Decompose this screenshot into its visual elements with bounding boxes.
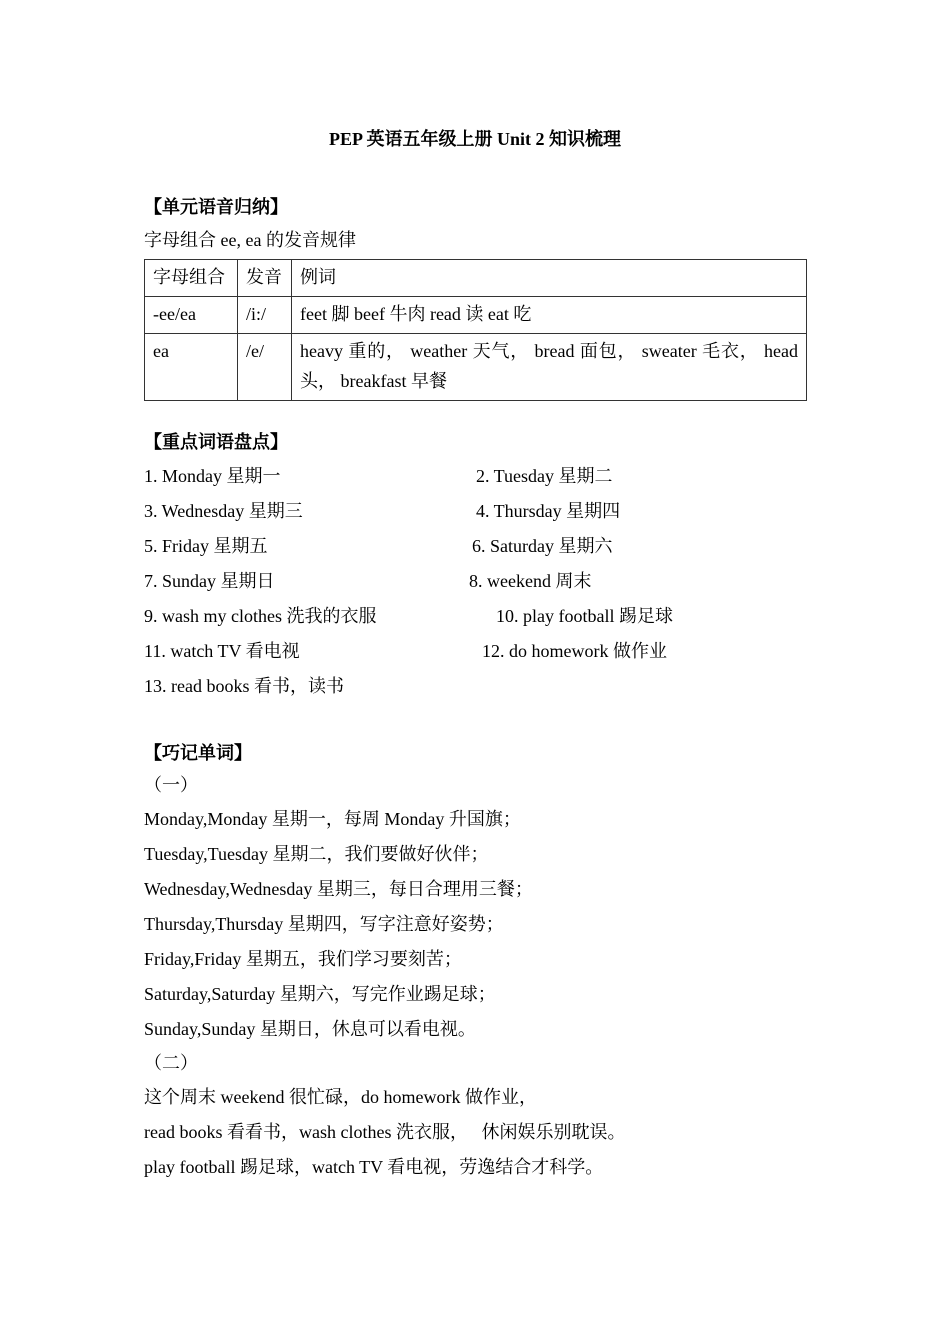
rhyme-line: Sunday,Sunday 星期日，休息可以看电视。 [144,1019,476,1039]
part-label: （二） [144,1053,198,1073]
rhyme-line: play football 踢足球，watch TV 看电视，劳逸结合才科学。 [144,1157,604,1177]
vocab-item: 8. weekend 周末 [469,571,592,591]
rhyme-line: Monday,Monday 星期一，每周 Monday 升国旗； [144,809,521,829]
table-header-cell: 发音 [238,260,292,297]
vocab-item: 1. Monday 星期一 [144,466,281,486]
table-row [145,297,807,334]
phonics-table [144,259,807,401]
section-heading-vocabulary: 【重点词语盘点】 [144,432,288,452]
table-cell-sound: /e/ [238,334,292,401]
table-cell-sound: /i:/ [238,297,292,334]
vocab-item: 5. Friday 星期五 [144,536,268,556]
table-header-cell: 例词 [292,260,807,297]
vocab-item: 12. do homework 做作业 [482,641,667,661]
rhyme-line: Saturday,Saturday 星期六，写完作业踢足球； [144,984,496,1004]
table-row [145,334,807,401]
vocab-item: 9. wash my clothes 洗我的衣服 [144,606,377,626]
part-label: （一） [144,775,198,795]
table-cell-letters: ea [145,334,238,401]
vocab-item: 10. play football 踢足球 [496,606,673,626]
table-cell-examples: heavy 重的， weather 天气， bread 面包， sweater 毛衣， head 头， breakfast 早餐 [292,334,807,401]
vocab-item: 6. Saturday 星期六 [472,536,613,556]
rhyme-line: Tuesday,Tuesday 星期二，我们要做好伙伴； [144,844,489,864]
section-heading-mnemonics: 【巧记单词】 [144,743,252,763]
rhyme-line: 这个周末 weekend 很忙碌，do homework 做作业， [144,1087,537,1107]
vocab-item: 11. watch TV 看电视 [144,641,300,661]
rhyme-line: Wednesday,Wednesday 星期三，每日合理用三餐； [144,879,533,899]
vocab-item: 7. Sunday 星期日 [144,571,275,591]
table-cell-examples: feet 脚 beef 牛肉 read 读 eat 吃 [292,297,807,334]
phonics-intro: 字母组合 ee, ea 的发音规律 [144,230,356,250]
vocab-item: 4. Thursday 星期四 [476,501,621,521]
rhyme-line: Friday,Friday 星期五，我们学习要刻苦； [144,949,462,969]
vocab-item: 2. Tuesday 星期二 [476,466,613,486]
table-cell-letters: -ee/ea [145,297,238,334]
rhyme-line: Thursday,Thursday 星期四，写字注意好姿势； [144,914,504,934]
vocab-item: 13. read books 看书，读书 [144,676,344,696]
table-header-row [145,260,807,297]
table-header-cell: 字母组合 [145,260,238,297]
section-heading-phonics: 【单元语音归纳】 [144,197,288,217]
page-title: PEP 英语五年级上册 Unit 2 知识梳理 [328,129,621,149]
rhyme-line: read books 看看书，wash clothes 洗衣服， 休闲娱乐别耽误。 [144,1122,626,1142]
vocab-item: 3. Wednesday 星期三 [144,501,303,521]
